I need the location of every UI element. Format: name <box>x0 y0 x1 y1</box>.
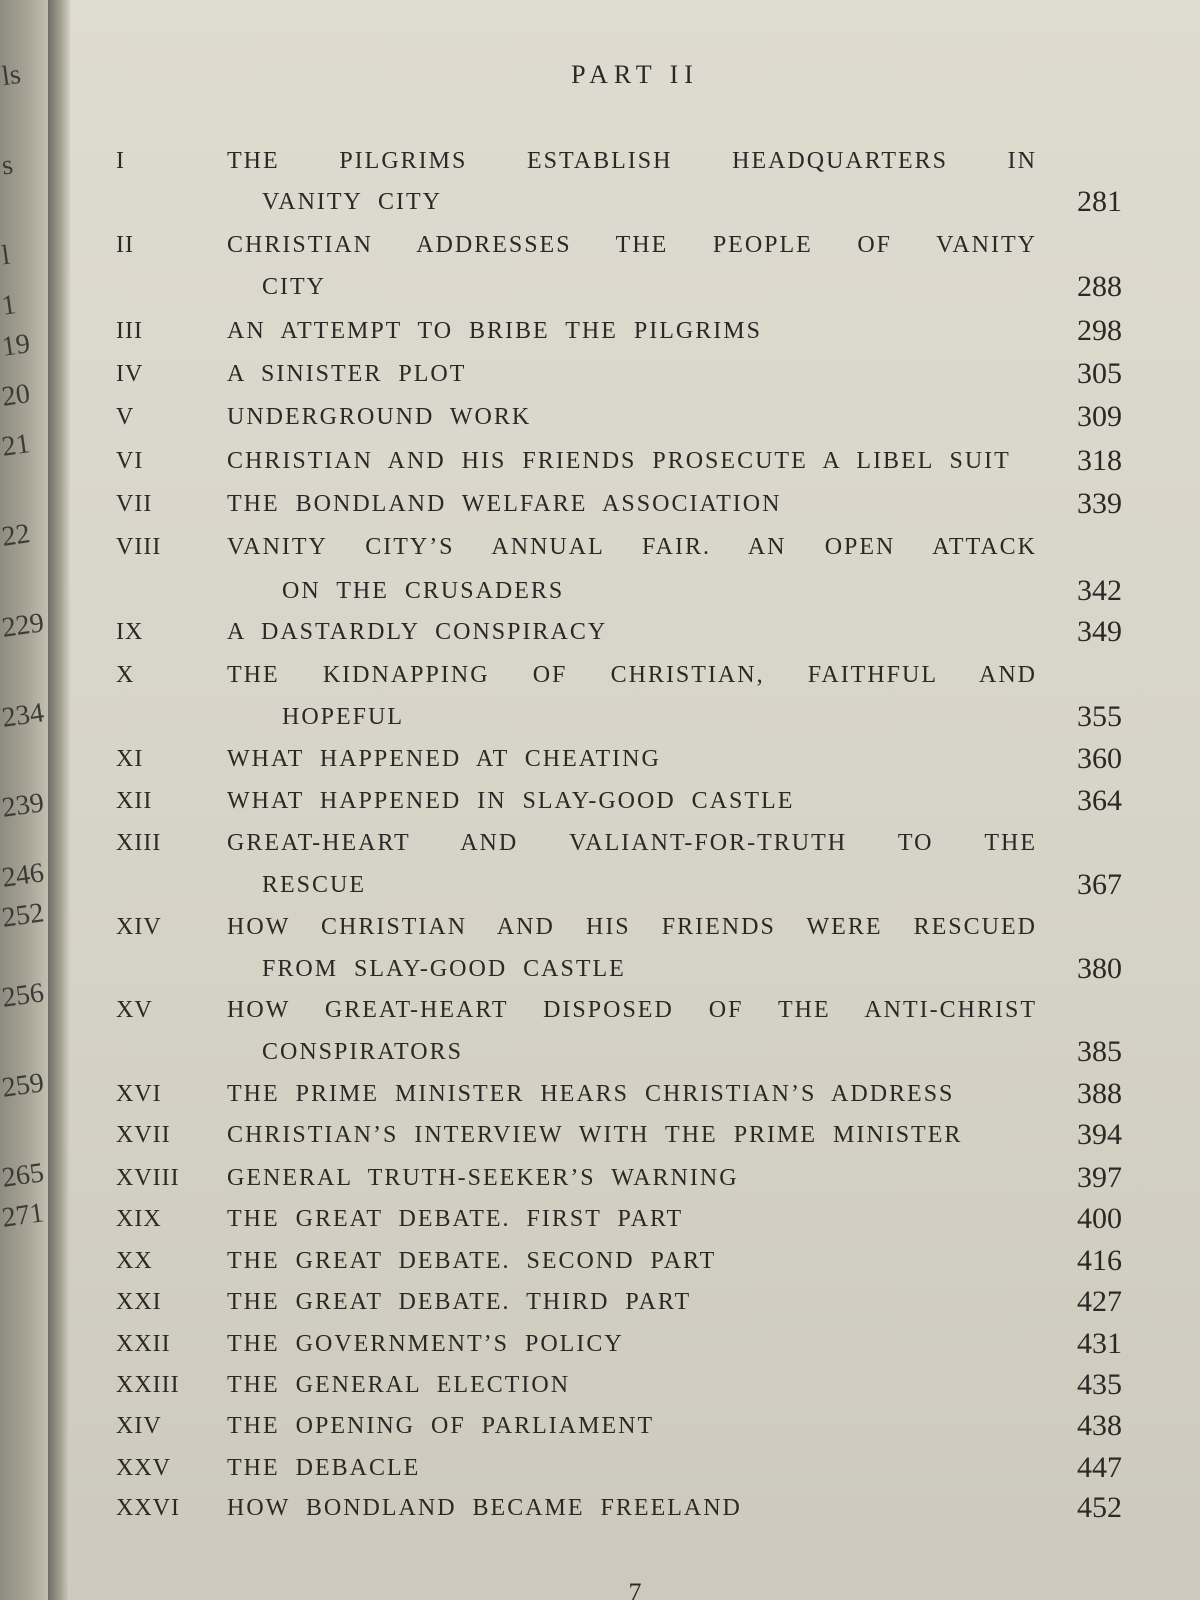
chapter-title: A SINISTER PLOT <box>227 361 467 387</box>
toc-entry-continuation <box>70 868 1200 901</box>
chapter-number: XIV <box>116 914 162 940</box>
chapter-title-continued: RESCUE <box>262 872 367 898</box>
chapter-page-number: 380 <box>1077 952 1122 985</box>
chapter-number: XIV <box>116 1413 162 1439</box>
part-title: PART II <box>571 60 699 89</box>
chapter-number: I <box>116 148 125 174</box>
chapter-number: VII <box>116 491 153 517</box>
toc-entry <box>70 357 1200 390</box>
toc-entry-continuation <box>70 700 1200 733</box>
chapter-title: THE GREAT DEBATE. FIRST PART <box>227 1206 684 1232</box>
chapter-number: XX <box>116 1248 153 1274</box>
chapter-title: THE OPENING OF PARLIAMENT <box>227 1413 655 1439</box>
chapter-number: XI <box>116 746 144 772</box>
chapter-page-number: 385 <box>1077 1035 1122 1068</box>
facing-page-fragment: ls <box>0 58 23 93</box>
toc-entry <box>70 487 1200 520</box>
toc-entry <box>70 662 1200 688</box>
toc-entry <box>70 1077 1200 1110</box>
chapter-page-number: 452 <box>1077 1491 1122 1524</box>
chapter-number: V <box>116 404 135 430</box>
toc-entry <box>70 830 1200 856</box>
chapter-number: XV <box>116 997 153 1023</box>
chapter-number: IX <box>116 619 144 645</box>
chapter-title: CHRISTIAN AND HIS FRIENDS PROSECUTE A LIBEL SUIT <box>227 448 1011 474</box>
toc-entry <box>70 314 1200 347</box>
toc-entry <box>70 742 1200 775</box>
chapter-number: XXI <box>116 1289 162 1315</box>
chapter-page-number: 431 <box>1077 1327 1122 1360</box>
chapter-title-continued: ON THE CRUSADERS <box>282 578 565 604</box>
chapter-title: CHRISTIAN ADDRESSES THE PEOPLE OF VANITY <box>227 232 1037 258</box>
toc-entry <box>70 1368 1200 1401</box>
chapter-title-continued: CONSPIRATORS <box>262 1039 463 1065</box>
chapter-page-number: 281 <box>1077 185 1122 218</box>
chapter-number: XXII <box>116 1331 171 1357</box>
chapter-page-number: 364 <box>1077 784 1122 817</box>
toc-entry <box>70 615 1200 648</box>
toc-entry <box>70 1451 1200 1484</box>
chapter-title: WHAT HAPPENED IN SLAY-GOOD CASTLE <box>227 788 795 814</box>
chapter-title: THE GREAT DEBATE. THIRD PART <box>227 1289 692 1315</box>
facing-page-fragment: 252 <box>0 897 46 934</box>
chapter-number: VI <box>116 448 144 474</box>
contents-page <box>70 0 1200 1600</box>
chapter-title: THE PRIME MINISTER HEARS CHRISTIAN’S ADDRESS <box>227 1081 955 1107</box>
toc-entry <box>70 1118 1200 1151</box>
chapter-title: THE GENERAL ELECTION <box>227 1372 571 1398</box>
chapter-page-number: 447 <box>1077 1451 1122 1484</box>
chapter-title: GREAT-HEART AND VALIANT-FOR-TRUTH TO THE <box>227 830 1037 856</box>
toc-entry <box>70 444 1200 477</box>
toc-entry-continuation <box>70 1035 1200 1068</box>
chapter-page-number: 342 <box>1077 574 1122 607</box>
toc-entry <box>70 1409 1200 1442</box>
chapter-title-continued: CITY <box>262 274 326 300</box>
toc-entry <box>70 1327 1200 1360</box>
toc-entry-continuation <box>70 185 1200 218</box>
chapter-number: III <box>116 318 143 344</box>
facing-page-edge <box>0 0 48 1600</box>
chapter-page-number: 355 <box>1077 700 1122 733</box>
facing-page-fragment: 239 <box>0 787 46 824</box>
chapter-title: UNDERGROUND WORK <box>227 404 532 430</box>
chapter-title: AN ATTEMPT TO BRIBE THE PILGRIMS <box>227 318 762 344</box>
facing-page-fragment: 22 <box>0 518 32 553</box>
chapter-number: XIII <box>116 830 162 856</box>
chapter-page-number: 349 <box>1077 615 1122 648</box>
toc-entry <box>70 997 1200 1023</box>
toc-entry <box>70 784 1200 817</box>
page-number: 7 <box>628 1578 642 1600</box>
toc-entry <box>70 1161 1200 1194</box>
toc-entry <box>70 1285 1200 1318</box>
chapter-title: HOW CHRISTIAN AND HIS FRIENDS WERE RESCUED <box>227 914 1037 940</box>
chapter-title: WHAT HAPPENED AT CHEATING <box>227 746 661 772</box>
chapter-page-number: 397 <box>1077 1161 1122 1194</box>
chapter-number: XXIII <box>116 1372 180 1398</box>
chapter-number: XIX <box>116 1206 162 1232</box>
chapter-title-continued: FROM SLAY-GOOD CASTLE <box>262 956 626 982</box>
toc-entry-continuation <box>70 574 1200 607</box>
chapter-number: X <box>116 662 135 688</box>
facing-page-fragment: 1 <box>0 289 19 322</box>
chapter-title: THE KIDNAPPING OF CHRISTIAN, FAITHFUL AND <box>227 662 1037 688</box>
chapter-number: XXVI <box>116 1495 180 1521</box>
chapter-page-number: 416 <box>1077 1244 1122 1277</box>
chapter-page-number: 400 <box>1077 1202 1122 1235</box>
toc-entry <box>70 1244 1200 1277</box>
facing-page-fragment: 265 <box>0 1157 46 1194</box>
chapter-title: THE GOVERNMENT’S POLICY <box>227 1331 624 1357</box>
chapter-page-number: 288 <box>1077 270 1122 303</box>
chapter-title: THE BONDLAND WELFARE ASSOCIATION <box>227 491 782 517</box>
chapter-page-number: 298 <box>1077 314 1122 347</box>
toc-entry <box>70 534 1200 560</box>
facing-page-fragment: 271 <box>0 1197 46 1234</box>
chapter-number: XVII <box>116 1122 171 1148</box>
facing-page-fragment: 259 <box>0 1067 46 1104</box>
chapter-number: XVI <box>116 1081 162 1107</box>
chapter-title: GENERAL TRUTH-SEEKER’S WARNING <box>227 1165 739 1191</box>
facing-page-fragment: 246 <box>0 857 46 894</box>
facing-page-fragment: 20 <box>0 378 32 413</box>
chapter-page-number: 360 <box>1077 742 1122 775</box>
chapter-page-number: 388 <box>1077 1077 1122 1110</box>
chapter-title: THE PILGRIMS ESTABLISH HEADQUARTERS IN <box>227 148 1037 174</box>
toc-entry <box>70 1202 1200 1235</box>
chapter-title-continued: VANITY CITY <box>262 189 442 215</box>
chapter-page-number: 435 <box>1077 1368 1122 1401</box>
chapter-page-number: 438 <box>1077 1409 1122 1442</box>
chapter-number: XII <box>116 788 153 814</box>
chapter-title: HOW GREAT-HEART DISPOSED OF THE ANTI-CHRIST <box>227 997 1037 1023</box>
facing-page-fragment: 19 <box>0 328 32 363</box>
chapter-page-number: 305 <box>1077 357 1122 390</box>
chapter-page-number: 309 <box>1077 400 1122 433</box>
facing-page-fragment: 256 <box>0 977 46 1014</box>
toc-entry <box>70 400 1200 433</box>
facing-page-fragment: l <box>0 239 12 272</box>
chapter-number: VIII <box>116 534 162 560</box>
chapter-page-number: 427 <box>1077 1285 1122 1318</box>
chapter-title: CHRISTIAN’S INTERVIEW WITH THE PRIME MINISTER <box>227 1122 963 1148</box>
chapter-page-number: 318 <box>1077 444 1122 477</box>
facing-page-fragment: 229 <box>0 607 46 644</box>
chapter-number: II <box>116 232 134 258</box>
facing-page-fragment: s <box>0 149 15 182</box>
chapter-title-continued: HOPEFUL <box>282 704 405 730</box>
toc-entry <box>70 1491 1200 1524</box>
toc-entry <box>70 914 1200 940</box>
book-gutter <box>48 0 70 1600</box>
chapter-number: XVIII <box>116 1165 180 1191</box>
toc-entry <box>70 148 1200 174</box>
chapter-title: HOW BONDLAND BECAME FREELAND <box>227 1495 742 1521</box>
chapter-title: THE GREAT DEBATE. SECOND PART <box>227 1248 717 1274</box>
chapter-number: XXV <box>116 1455 171 1481</box>
toc-entry-continuation <box>70 952 1200 985</box>
chapter-title: A DASTARDLY CONSPIRACY <box>227 619 608 645</box>
chapter-page-number: 339 <box>1077 487 1122 520</box>
chapter-title: THE DEBACLE <box>227 1455 421 1481</box>
chapter-number: IV <box>116 361 144 387</box>
toc-entry-continuation <box>70 270 1200 303</box>
facing-page-fragment: 21 <box>0 428 32 463</box>
chapter-page-number: 367 <box>1077 868 1122 901</box>
toc-entry <box>70 232 1200 258</box>
chapter-title: VANITY CITY’S ANNUAL FAIR. AN OPEN ATTACK <box>227 534 1037 560</box>
facing-page-fragment: 234 <box>0 697 46 734</box>
chapter-page-number: 394 <box>1077 1118 1122 1151</box>
